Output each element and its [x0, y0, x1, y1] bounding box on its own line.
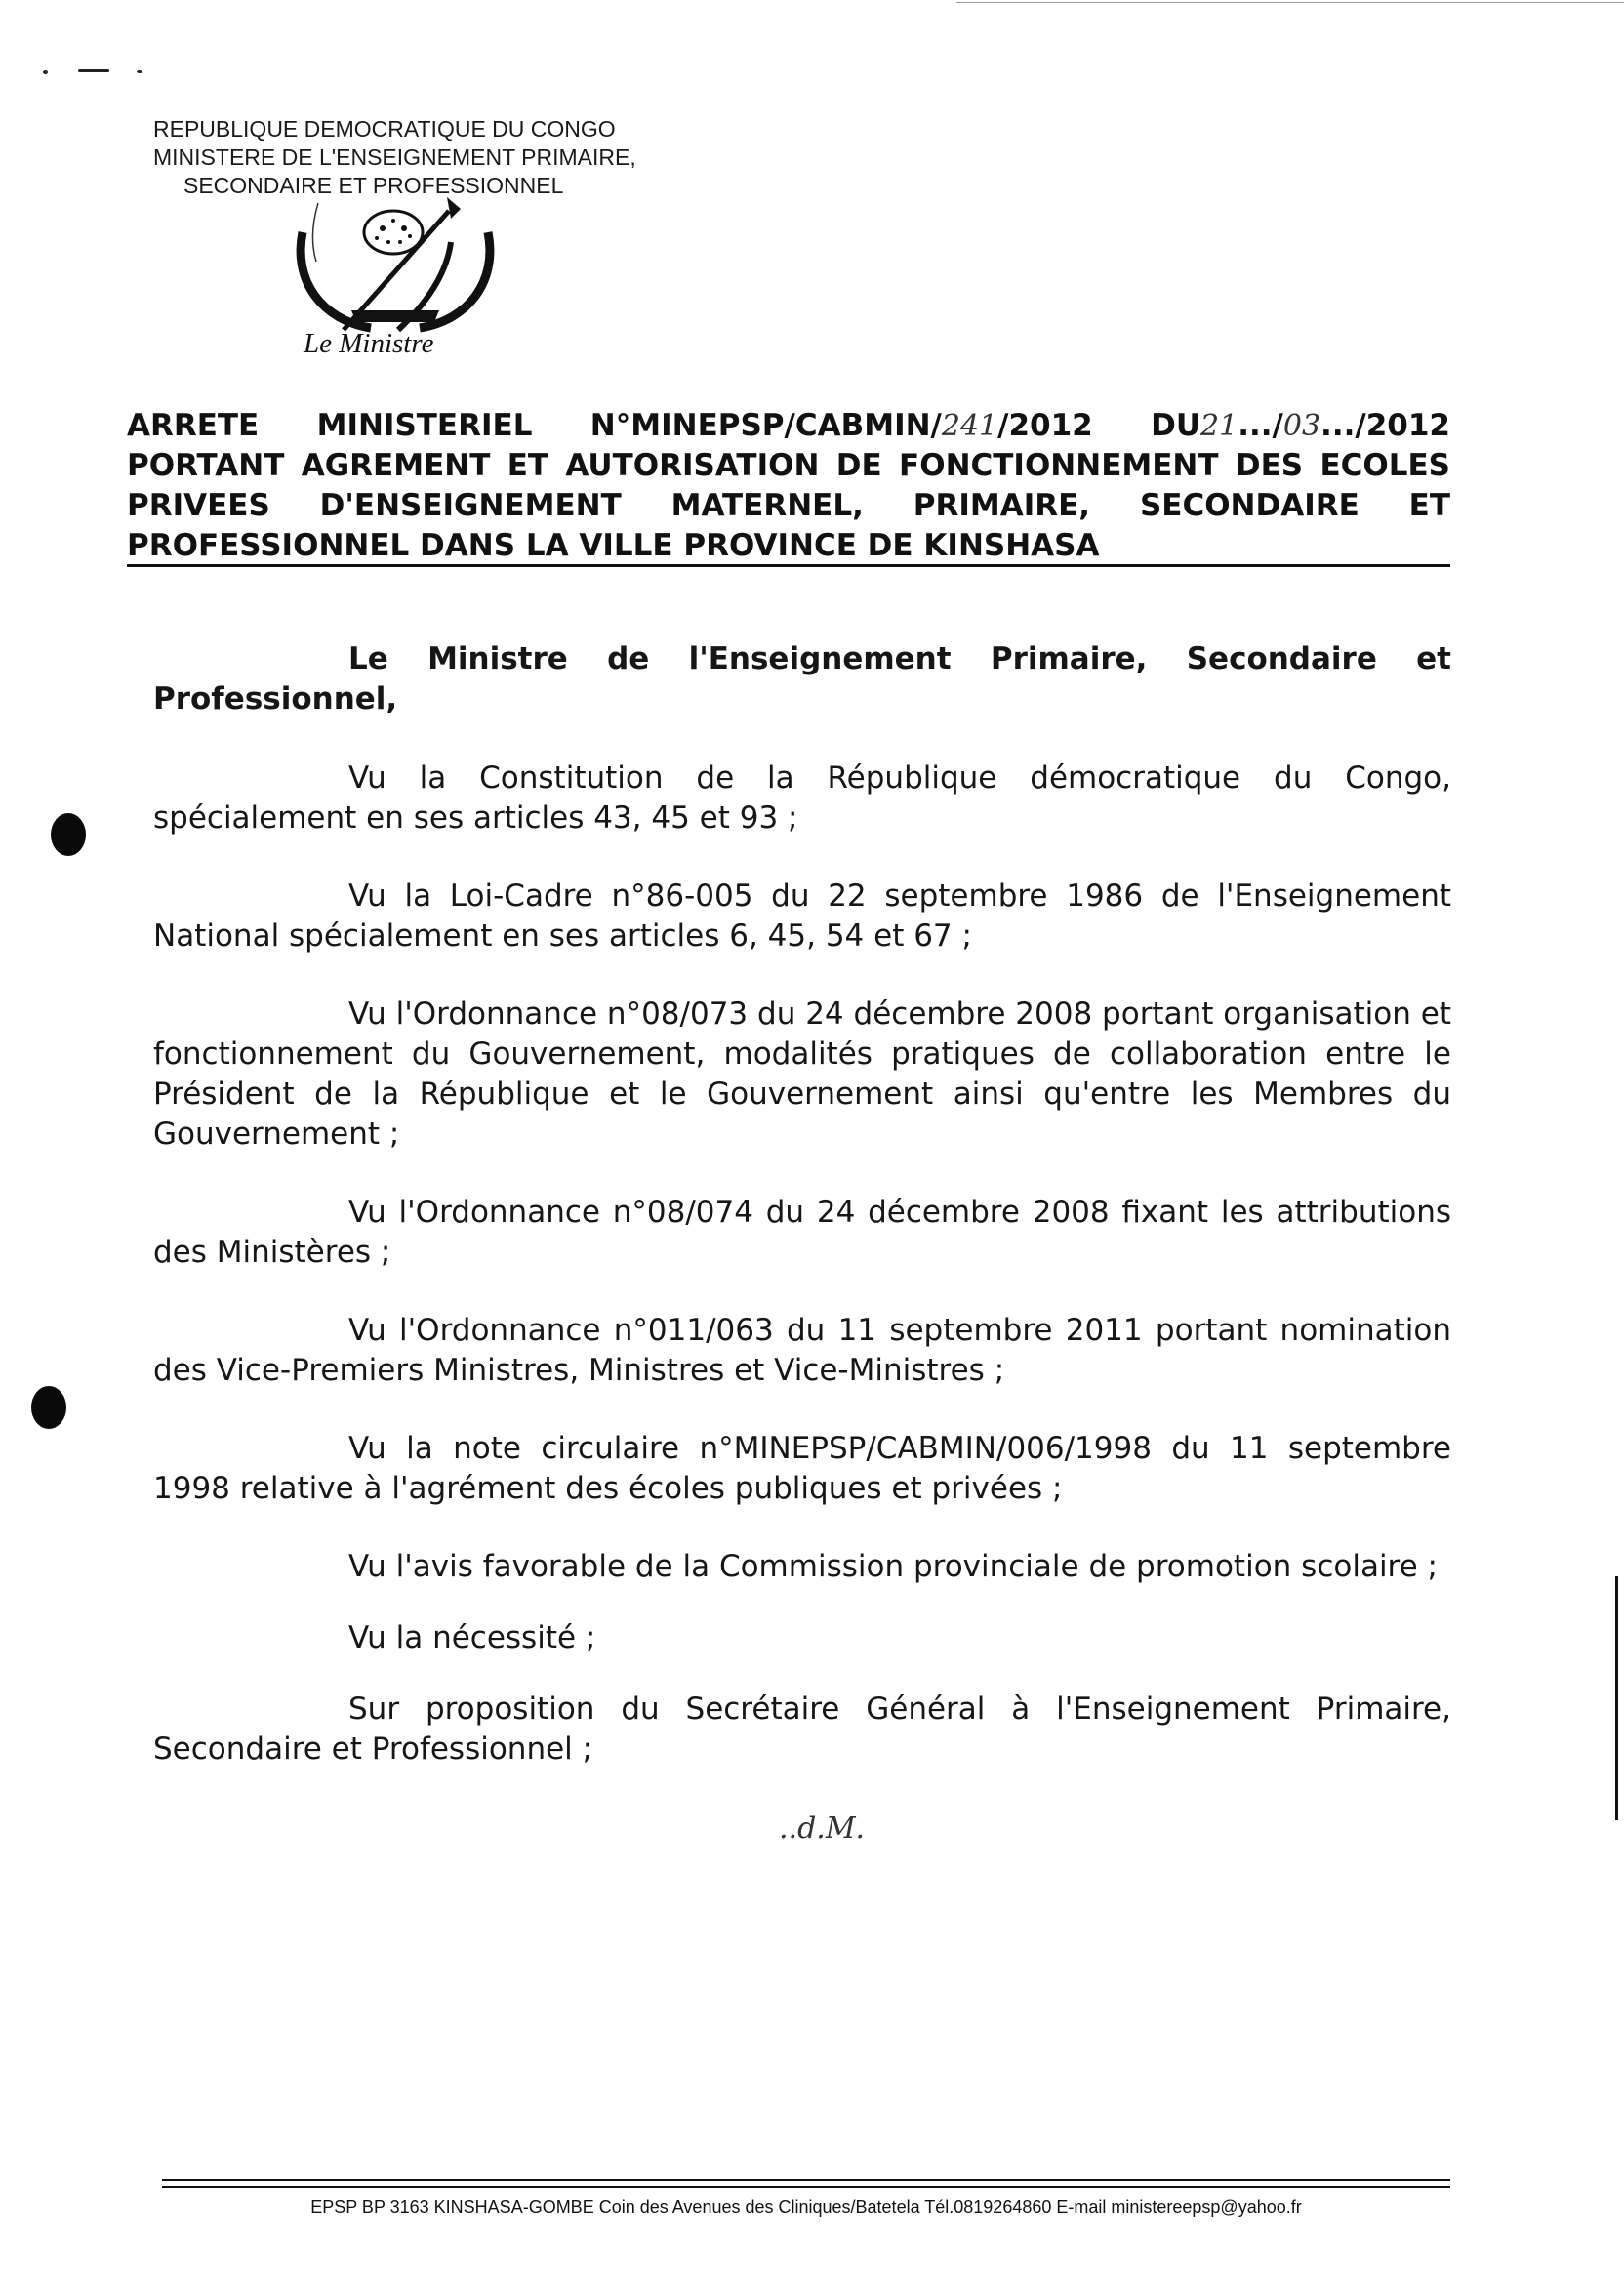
recital-6: Vu la note circulaire n°MINEPSP/CABMIN/006/1998 du 11 septembre 1998 relative à l'agrément des écoles publiques et privées ; — [153, 1431, 1451, 1506]
footer-rule — [162, 2179, 1450, 2181]
decree-intro: Le Ministre de l'Enseignement Primaire, Secondaire et Professionnel, — [153, 641, 1451, 716]
letterhead-country: REPUBLIQUE DEMOCRATIQUE DU CONGO — [153, 116, 616, 142]
decree-title-line4: PROFESSIONNEL DANS LA VILLE PROVINCE DE KINSHASA — [127, 528, 1100, 563]
letterhead — [153, 115, 700, 200]
decree-title — [127, 406, 1450, 566]
recital-4: Vu l'Ordonnance n°08/074 du 24 décembre 2008 fixant les attributions des Ministères ; — [153, 1195, 1451, 1270]
punch-hole-mark — [51, 813, 86, 856]
recital-5: Vu l'Ordonnance n°011/063 du 11 septembre 2011 portant nomination des Vice-Premiers Ministres, Ministres et Vice-Ministres ; — [153, 1313, 1451, 1388]
handwritten-day: 21 — [1200, 409, 1238, 443]
footer-address: EPSP BP 3163 KINSHASA-GOMBE Coin des Avenues des Cliniques/Batetela Tél.0819264860 E-mail ministereepsp@yahoo.fr — [310, 2197, 1302, 2217]
scan-speck — [137, 70, 142, 73]
decree-title-line3: PRIVEES D'ENSEIGNEMENT MATERNEL, PRIMAIRE, SECONDAIRE ET — [127, 488, 1450, 523]
handwritten-month: 03 — [1282, 409, 1321, 443]
continuation-initials: ..d.M. — [779, 1812, 866, 1846]
decree-title-line2: PORTANT AGREMENT ET AUTORISATION DE FONCTIONNEMENT DES ECOLES — [127, 448, 1450, 483]
scan-edge-right — [1615, 1576, 1618, 1820]
recital-3: Vu l'Ordonnance n°08/073 du 24 décembre 2008 portant organisation et fonctionnement du Gouvernement, modalités pratiques de collaboration entre le Président de la République et le Gouvernement ainsi qu'entre les Membres du Gouvernement ; — [153, 997, 1451, 1152]
letterhead-ministry: MINISTERE DE L'ENSEIGNEMENT PRIMAIRE, — [153, 144, 636, 170]
recital-1: Vu la Constitution de la République démocratique du Congo, spécialement en ses articles 43, 45 et 93 ; — [153, 760, 1451, 836]
footer-rule — [162, 2186, 1450, 2188]
letterhead-ministry-cont: SECONDAIRE ET PROFESSIONNEL — [183, 173, 564, 198]
coat-of-arms-icon — [283, 193, 508, 340]
scan-edge-top — [956, 2, 1624, 3]
punch-hole-mark — [31, 1386, 66, 1429]
decree-title-line1: ARRETE MINISTERIEL N°MINEPSP/CABMIN/241/2012 DU21.../03.../2012 — [127, 408, 1450, 443]
recital-7: Vu l'avis favorable de la Commission provinciale de promotion scolaire ; — [348, 1549, 1438, 1584]
title-underline — [127, 564, 1450, 567]
signatory-title: Le Ministre — [304, 328, 434, 359]
recital-9: Sur proposition du Secrétaire Général à l'Enseignement Primaire, Secondaire et Professionnel ; — [153, 1692, 1451, 1767]
scan-speck — [43, 70, 48, 74]
scan-speck — [78, 69, 109, 72]
decree-body — [153, 639, 1451, 1808]
recital-8: Vu la nécessité ; — [348, 1620, 596, 1655]
handwritten-number: 241 — [941, 409, 998, 443]
recital-2: Vu la Loi-Cadre n°86-005 du 22 septembre 1986 de l'Enseignement National spécialement en ses articles 6, 45, 54 et 67 ; — [153, 878, 1451, 954]
